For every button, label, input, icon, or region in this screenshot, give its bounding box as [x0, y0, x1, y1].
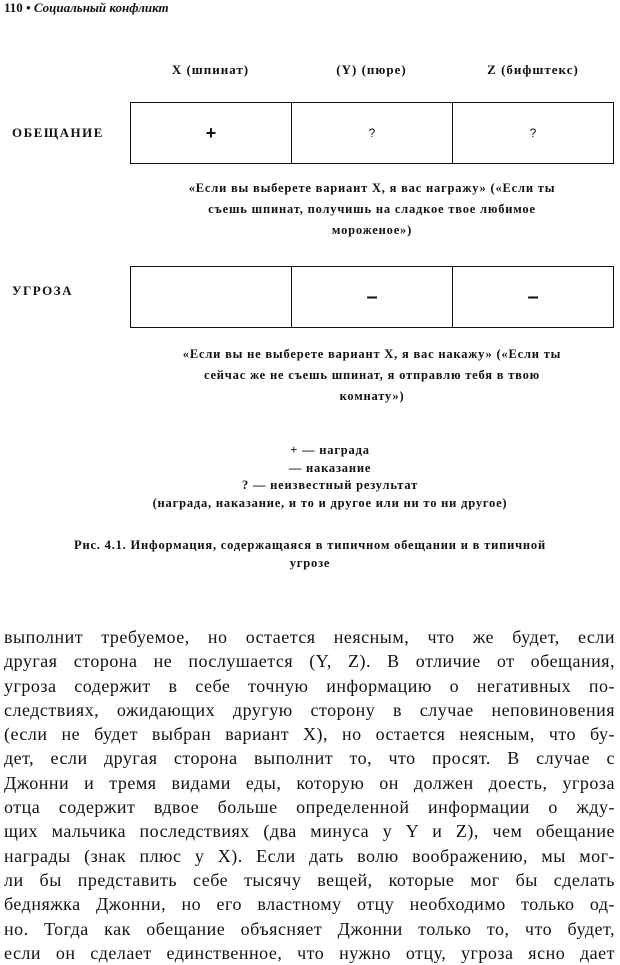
figure-caption-line: Рис. 4.1. Информация, содержащаяся в типичном обещании и в типичной: [74, 538, 546, 552]
figure-legend: [60, 442, 600, 512]
body-line: следствиях, ожидающих другую сторону в случае неповиновения: [4, 699, 615, 720]
legend-unknown-detail: (награда, наказание, и то и другое или ни то ни другое): [152, 495, 508, 510]
promise-grid: [130, 102, 614, 164]
promise-cell-z: ?: [529, 126, 537, 140]
figure-caption-line: угрозе: [289, 556, 331, 570]
body-line: ли бы представить себе тысячу вещей, которые мог бы сделать: [4, 869, 615, 890]
promise-cell-y: ?: [292, 103, 453, 163]
body-line: дет, если другая сторона выполнит то, что просят. В случае с: [4, 748, 615, 769]
body-line: Джонни и тремя видами еды, которую он должен доесть, угроза: [4, 772, 615, 793]
body-line: другая сторона не послушается (Y, Z). В отличие от обещания,: [4, 651, 615, 672]
row-label-threat: УГРОЗА: [12, 283, 74, 298]
body-line: отца содержит вдвое больше определенной информации о жду-: [4, 797, 615, 818]
body-paragraph: [4, 625, 615, 965]
column-header-z: Z (бифштекс): [487, 62, 579, 77]
body-line: угроза содержит в себе точную информацию о негативных по-: [4, 675, 615, 696]
promise-cell-x: +: [131, 103, 292, 163]
body-line: если он сделает единственное, что нужно отцу, угроза ясно дает: [4, 942, 615, 963]
promise-caption: [130, 178, 614, 241]
threat-caption-line: комнату»): [339, 389, 405, 403]
threat-caption-line: «Если вы не выберете вариант X, я вас накажу» («Если ты: [182, 347, 562, 361]
promise-caption-line: «Если вы выберете вариант X, я вас награжу» («Если ты: [188, 181, 556, 195]
threat-cell-z: –: [527, 285, 539, 308]
threat-cell-x: [131, 267, 292, 327]
promise-caption-line: съешь шпинат, получишь на сладкое твое любимое: [208, 202, 536, 216]
threat-caption: [130, 344, 614, 407]
threat-grid: [130, 266, 614, 328]
body-line: награды (знак плюс у X). Если дать волю воображению, мы мог-: [4, 845, 615, 866]
legend-unknown: ? — неизвестный результат: [241, 478, 419, 492]
header-separator: •: [26, 0, 31, 15]
body-line: щих мальчика последствиях (два минуса у Y и Z), чем обещание: [4, 821, 615, 842]
promise-caption-line: мороженое»): [331, 223, 413, 237]
body-line: бедняжка Джонни, но его властному отцу необходимо только од-: [4, 894, 615, 915]
running-head: [4, 0, 169, 16]
threat-caption-line: сейчас же не съешь шпинат, я отправлю тебя в твою: [203, 368, 541, 382]
legend-reward: + — награда: [290, 443, 370, 457]
column-header-y: (Y) (пюре): [336, 62, 407, 77]
body-line: выполнит требуемое, но остается неясным, что же будет, если: [4, 627, 615, 647]
legend-punishment: — наказание: [288, 460, 372, 475]
threat-cell-y: –: [292, 267, 453, 327]
body-line: (если не будет выбран вариант X), но остается неясным, что бу-: [4, 724, 615, 745]
chapter-title: Социальный конфликт: [33, 0, 169, 15]
body-line: но. Тогда как обещание объясняет Джонни только то, что будет,: [4, 918, 615, 939]
column-header-x: X (шпинат): [171, 62, 250, 77]
page-number: 110: [4, 0, 23, 15]
figure-caption: [6, 536, 614, 572]
row-label-promise: ОБЕЩАНИЕ: [12, 125, 104, 140]
